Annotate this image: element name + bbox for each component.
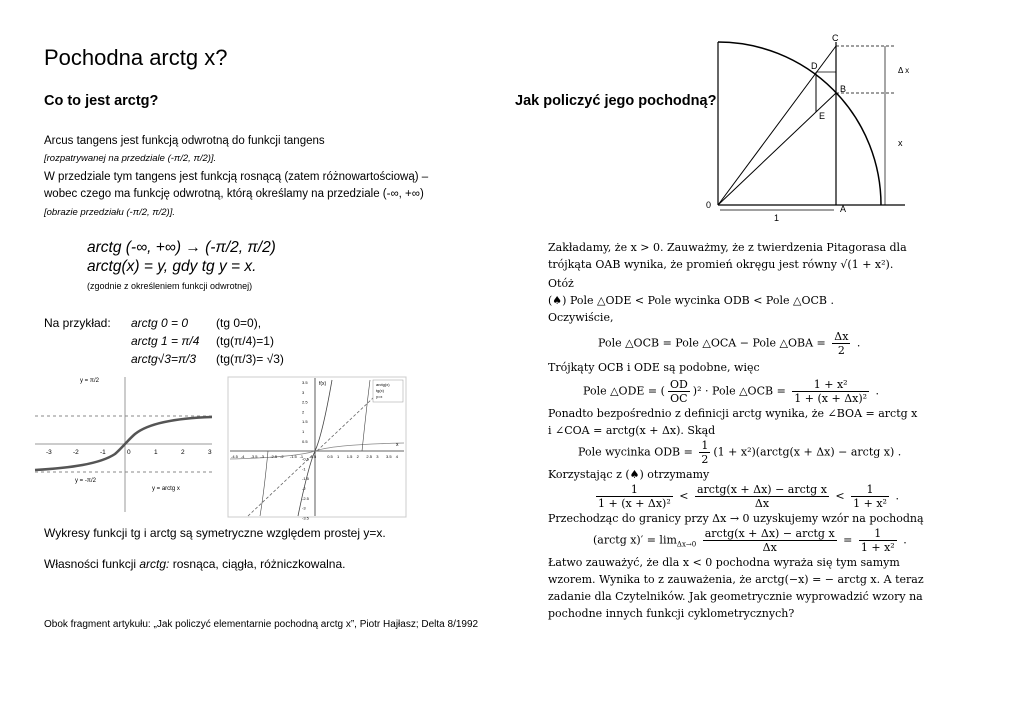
top-asymptote-label: y = π/2 xyxy=(80,378,99,384)
arctg-graph xyxy=(35,377,212,512)
x-tick-label: 1 xyxy=(337,454,340,459)
fraction xyxy=(695,483,829,510)
article-line: Korzystając z (♠) otrzymamy xyxy=(548,468,710,481)
x-tick-label: 0 xyxy=(127,449,131,456)
example-value: arctg 0 = 0 xyxy=(131,316,189,330)
example-reason: (tg 0=0), xyxy=(216,316,262,330)
x-tick-label: 2 xyxy=(356,454,359,459)
numerator: 1 xyxy=(701,439,709,452)
x-tick-label: -4.5 xyxy=(231,454,238,459)
monotonic-text-line2: wobec czego ma funkcję odwrotną, którą określamy na przedziale (-∞, +∞) xyxy=(44,188,424,200)
x-tick-label: -4 xyxy=(240,454,245,459)
geometric-figure xyxy=(700,30,920,230)
y-axis-label: f(x) xyxy=(319,381,327,387)
tg-arctg-graph xyxy=(228,377,406,520)
fraction xyxy=(668,378,690,405)
x-tick-label: -2 xyxy=(73,449,79,456)
origin-label: 0 xyxy=(706,200,712,210)
fraction xyxy=(851,483,889,510)
x-tick-label: 4 xyxy=(395,454,399,459)
x-tick-label: -1 xyxy=(100,449,106,456)
definition-text: Arcus tangens jest funkcją odwrotną do funkcji tangens xyxy=(44,135,325,147)
article-line: Otóż xyxy=(548,277,574,290)
article-line: wzorem. Wynika to z zauważenia, że arctg(−x) = − arctg x. A teraz xyxy=(548,573,924,586)
x-tick-label: 1 xyxy=(154,449,158,456)
x-tick-label: -3.5 xyxy=(250,454,258,459)
delta-x-label: Δ x xyxy=(898,66,910,75)
equation-part: Pole △OCB = Pole △OCA − Pole △OBA = xyxy=(598,336,826,350)
arctg-definition: arctg(x) = y, gdy tg y = x. xyxy=(87,258,257,275)
x-tick-label: -3 xyxy=(260,454,264,459)
numerator: OD xyxy=(669,378,688,391)
arctg-domain: arctg (-∞, +∞) → (-π/2, π/2) xyxy=(87,239,276,256)
denominator: 1 + (x + Δx)² xyxy=(794,392,868,405)
x-tick-label: 2.5 xyxy=(366,454,372,459)
y-tick-label: -2 xyxy=(302,486,306,491)
article-equation xyxy=(578,439,928,466)
numerator: 1 + x² xyxy=(792,378,869,392)
y-tick-label: -3 xyxy=(302,505,306,511)
article-inequality: (♠) Pole △ODE < Pole wycinka ODB < Pole △OCB . xyxy=(548,294,834,307)
y-tick-label: 0.5 xyxy=(302,438,308,444)
numerator: 1 xyxy=(851,483,889,497)
y-tick-label: -1 xyxy=(302,466,306,472)
examples-label: Na przykład: xyxy=(44,316,111,330)
x-tick-label: 0.5 xyxy=(327,454,333,459)
y-tick-label: 2 xyxy=(302,409,305,415)
example-value: arctg 1 = π/4 xyxy=(131,334,200,348)
function-label: y = arctg x xyxy=(152,486,180,492)
properties-text xyxy=(44,557,345,571)
page-title: Pochodna arctg x? xyxy=(44,45,228,70)
point-c-label: C xyxy=(832,33,839,43)
numerator: 1 xyxy=(596,483,673,497)
x-tick-label: -1 xyxy=(299,454,304,459)
denominator: 2 xyxy=(837,344,845,357)
definition-remark: (zgodnie z określeniem funkcji odwrotnej) xyxy=(87,281,253,291)
x-tick-label: 2 xyxy=(181,449,185,456)
equation-part: ² · Pole △OCB = xyxy=(697,384,786,398)
properties-list: rosnąca, ciągła, różniczkowalna. xyxy=(169,557,346,571)
fraction xyxy=(703,527,837,554)
article-equation: Pole △OCB = Pole △OCA − Pole △OBA = $\frac{\Delta x}{2}$ . xyxy=(598,330,861,357)
y-tick-label: 1.5 xyxy=(302,419,308,425)
example-reason: (tg(π/4)=1) xyxy=(216,334,274,348)
x-tick-label: 1.5 xyxy=(346,454,353,459)
fraction xyxy=(699,439,710,466)
legend-item: tg(x) xyxy=(376,388,384,393)
equation-part: (1 + x²)(arctg(x + Δx) − arctg x) . xyxy=(713,445,902,459)
point-b-label: B xyxy=(840,84,847,94)
denominator: Δx xyxy=(754,497,770,510)
fraction xyxy=(859,527,897,554)
legend-item: y=x xyxy=(376,394,383,399)
point-d-label: D xyxy=(811,61,818,71)
y-tick-label: -1.5 xyxy=(302,476,309,482)
image-interval-note: [obrazie przedziału (-π/2, π/2)]. xyxy=(44,207,176,218)
example-value: arctg√3=π/3 xyxy=(131,352,196,366)
article-line: Łatwo zauważyć, że dla x < 0 pochodna wyraża się tym samym xyxy=(548,556,900,569)
section-heading-derivative: Jak policzyć jego pochodną? xyxy=(515,93,717,109)
denominator: OC xyxy=(670,392,688,405)
article-line: pochodne innych funkcji cyklometrycznych? xyxy=(548,607,795,620)
properties-function: arctg: xyxy=(139,557,170,571)
numerator: arctg(x + Δx) − arctg x xyxy=(704,527,835,540)
denominator: 1 + x² xyxy=(860,541,895,554)
y-tick-label: 3 xyxy=(302,389,305,395)
fraction xyxy=(792,378,869,405)
section-heading-what: Co to jest arctg? xyxy=(44,93,159,109)
article-line: Zakładamy, że x > 0. Zauważmy, że z twierdzenia Pitagorasa dla xyxy=(548,241,907,254)
monotonic-text-line1: W przedziale tym tangens jest funkcją rosnącą (zatem różnowartościową) – xyxy=(44,171,429,183)
fraction xyxy=(596,483,673,510)
x-tick-label: -1.5 xyxy=(289,454,297,459)
x-tick-label: 3 xyxy=(208,449,212,456)
x-tick-label: 3 xyxy=(376,454,379,459)
equation-part: Pole △ODE = xyxy=(583,384,658,398)
definition-note: [rozpatrywanej na przedziale (-π/2, π/2)]. xyxy=(44,153,217,164)
y-tick-label: -2.5 xyxy=(302,495,309,501)
y-tick-label: 1 xyxy=(302,429,305,434)
y-tick-label: -3.5 xyxy=(302,515,309,521)
article-line: Trójkąty OCB i ODE są podobne, więc xyxy=(548,361,760,374)
numerator: arctg(x + Δx) − arctg x xyxy=(696,483,827,496)
unit-length-label: 1 xyxy=(774,213,780,223)
point-a-label: A xyxy=(840,204,847,214)
limit-subscript: Δx→0 xyxy=(676,540,697,549)
denominator: 2 xyxy=(701,453,709,466)
x-axis-label: x xyxy=(396,442,399,448)
article-equation: Pole △ODE = ( $\frac{OD}{OC}$ )² · Pole △OCB = $\frac{\text{1 + x²}}{\text{1 + (x + Δx)²}}$ . xyxy=(583,378,880,405)
article-line: Przechodząc do granicy przy Δx → 0 uzyskujemy wzór na pochodną xyxy=(548,512,924,525)
denominator: 1 + (x + Δx)² xyxy=(598,497,671,510)
article-derivative: (arctg $x)' = \lim_{\Delta x\to 0}$ $\frac{\text{arctg(x + Δx) − arctg x}}{\Delta x}$ = $\frac{1}{\text{1 + x²}}$ . xyxy=(593,527,907,554)
numerator: 1 xyxy=(859,527,897,541)
x-tick-label: -2 xyxy=(280,454,284,459)
x-length-label: x xyxy=(898,138,903,148)
point-e-label: E xyxy=(819,111,826,121)
properties-prefix: Własności funkcji xyxy=(44,557,140,571)
fraction xyxy=(832,330,850,357)
symmetry-text: Wykresy funkcji tg i arctg są symetryczne względem prostej y=x. xyxy=(44,526,386,540)
legend-item: arctg(x) xyxy=(376,382,390,387)
article-line: i ∠COA = arctg(x + Δx). Skąd xyxy=(548,424,716,437)
equation-part: Pole wycinka ODB = xyxy=(578,445,693,459)
x-tick-label: -2.5 xyxy=(270,454,278,459)
y-tick-label: 3.5 xyxy=(302,380,308,385)
article-line: Oczywiście, xyxy=(548,311,614,324)
equation-part: (arctg x)′ = lim xyxy=(593,533,677,547)
bottom-asymptote-label: y = -π/2 xyxy=(75,478,96,484)
x-tick-label: -3 xyxy=(46,449,52,456)
y-tick-label: 2.5 xyxy=(302,399,308,405)
example-reason: (tg(π/3)= √3) xyxy=(216,352,284,366)
article-line: zadanie dla Czytelników. Jak geometrycznie wyprowadzić wzory na xyxy=(548,590,923,603)
article-line: Ponadto bezpośrednio z definicji arctg wynika, że ∠BOA = arctg x xyxy=(548,407,918,420)
article-excerpt xyxy=(548,239,928,622)
article-line: trójkąta OAB wynika, że promień okręgu jest równy √(1 + x²). xyxy=(548,258,894,271)
denominator: Δx xyxy=(762,541,777,554)
footnote: Obok fragment artykułu: „Jak policzyć elementarnie pochodną arctg x”, Piotr Hajłasz; Delta 8/1992 xyxy=(44,619,479,630)
graphs-area xyxy=(30,372,410,521)
x-tick-label: -0.5 xyxy=(309,454,317,459)
numerator: Δx xyxy=(834,330,849,343)
denominator: 1 + x² xyxy=(853,497,887,510)
x-tick-label: 3.5 xyxy=(386,454,392,459)
article-inequality-chain: $\frac{1}{\text{1 + (x + Δx)²}}$ < $\frac{\text{arctg(x + Δx) − arctg x}}{\Delta x}$ < $\frac{1}{\text{1 + x²}}$ . xyxy=(598,483,899,510)
y-tick-label: -0.5 xyxy=(302,456,309,462)
